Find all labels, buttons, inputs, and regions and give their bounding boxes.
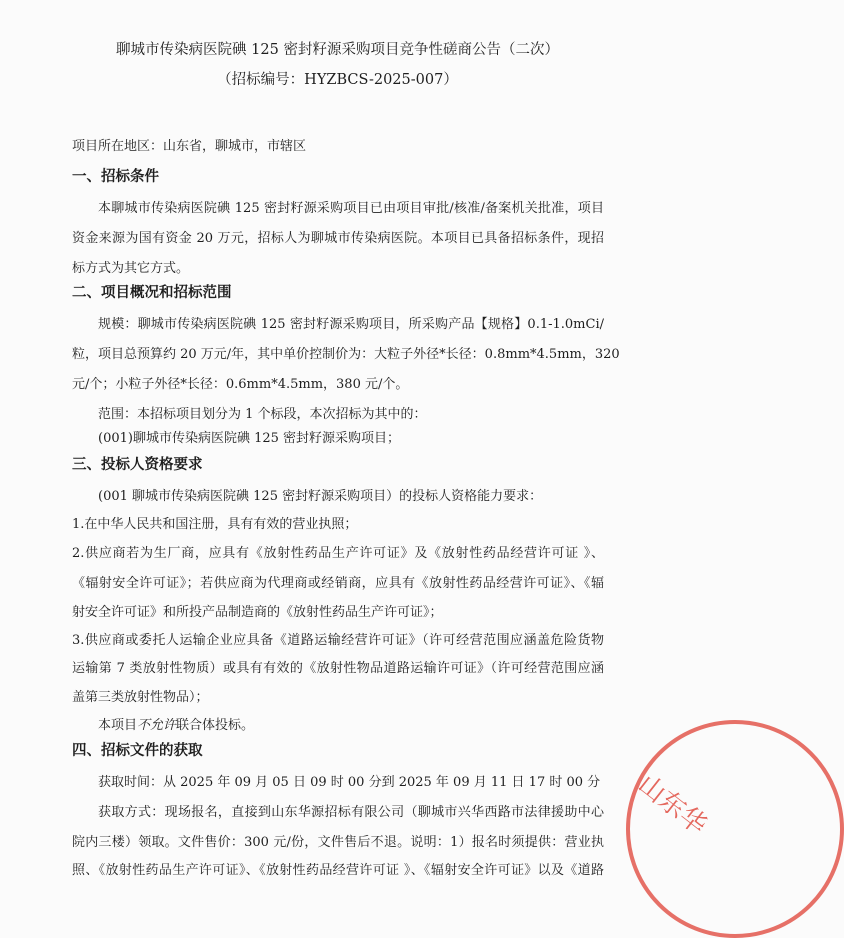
- section-3-line: 1.在中华人民共和国注册，具有有效的营业执照；: [72, 517, 358, 532]
- section-3-line: 3.供应商或委托人运输企业应具备《道路运输经营许可证》（许可经营范围应涵盖危险货物: [72, 633, 604, 648]
- tender-number: （招标编号：HYZBCS-2025-007）: [217, 72, 458, 88]
- stamp-text: 山东华: [632, 769, 713, 841]
- consortium-prefix: 本项目: [98, 718, 138, 733]
- section-2-heading: 二、项目概况和招标范围: [72, 285, 232, 301]
- section-4-line: 获取方式：现场报名，直接到山东华源招标有限公司（聊城市兴华西路市法律援助中心: [98, 805, 604, 820]
- section-1-line: 本聊城市传染病医院碘 125 密封籽源采购项目已由项目审批/核准/备案机关批准，项目: [98, 201, 604, 216]
- section-2-line: (001)聊城市传染病医院碘 125 密封籽源采购项目；: [98, 431, 401, 446]
- consortium-suffix: 联合体投标。: [176, 718, 255, 733]
- consortium-italic: 不允许: [137, 718, 177, 733]
- red-seal-stamp: [626, 720, 844, 938]
- section-1-line: 标方式为其它方式。: [72, 261, 190, 276]
- section-3-line: 运输第 7 类放射性物质）或具有有效的《放射性物品道路运输许可证》（许可经营范围应涵: [72, 661, 604, 676]
- section-4-heading: 四、招标文件的获取: [72, 743, 203, 759]
- section-2-line: 规模：聊城市传染病医院碘 125 密封籽源采购项目，所采购产品【规格】0.1-1.0mCi/: [98, 317, 604, 332]
- section-3-line: (001 聊城市传染病医院碘 125 密封籽源采购项目）的投标人资格能力要求：: [98, 489, 543, 504]
- section-3-line: 2.供应商若为生厂商，应具有《放射性药品生产许可证》及《放射性药品经营许可证 》、: [72, 546, 604, 561]
- project-location: 项目所在地区：山东省，聊城市，市辖区: [72, 139, 307, 154]
- section-1-heading: 一、招标条件: [72, 169, 159, 185]
- consortium-note: [98, 717, 254, 735]
- document-title: 聊城市传染病医院碘 125 密封籽源采购项目竞争性磋商公告（二次）: [116, 42, 559, 58]
- section-2-line: 元/个；小粒子外径*长径：0.6mm*4.5mm，380 元/个。: [72, 377, 409, 392]
- section-2-line: 粒，项目总预算约 20 万元/年，其中单价控制价为：大粒子外径*长径：0.8mm*4.5mm，320: [72, 347, 620, 362]
- section-3-line: 《辐射安全许可证》；若供应商为代理商或经销商，应具有《放射性药品经营许可证》、《辐: [72, 576, 604, 591]
- section-4-line: 获取时间：从 2025 年 09 月 05 日 09 时 00 分到 2025 年 09 月 11 日 17 时 00 分: [98, 775, 601, 790]
- section-3-line: 盖第三类放射性物品）；: [72, 690, 209, 705]
- section-4-line: 照、《放射性药品生产许可证》、《放射性药品经营许可证 》、《辐射安全许可证》以及《道路: [72, 863, 604, 878]
- section-3-heading: 三、投标人资格要求: [72, 457, 203, 473]
- section-4-line: 院内三楼）领取。文件售价：300 元/份，文件售后不退。说明：1）报名时须提供：营业执: [72, 835, 604, 850]
- section-3-line: 射安全许可证》和所投产品制造商的《放射性药品生产许可证》；: [72, 605, 443, 620]
- section-1-line: 资金来源为国有资金 20 万元，招标人为聊城市传染病医院。本项目已具备招标条件，现招: [72, 231, 604, 246]
- section-2-line: 范围：本招标项目划分为 1 个标段，本次招标为其中的：: [98, 407, 427, 422]
